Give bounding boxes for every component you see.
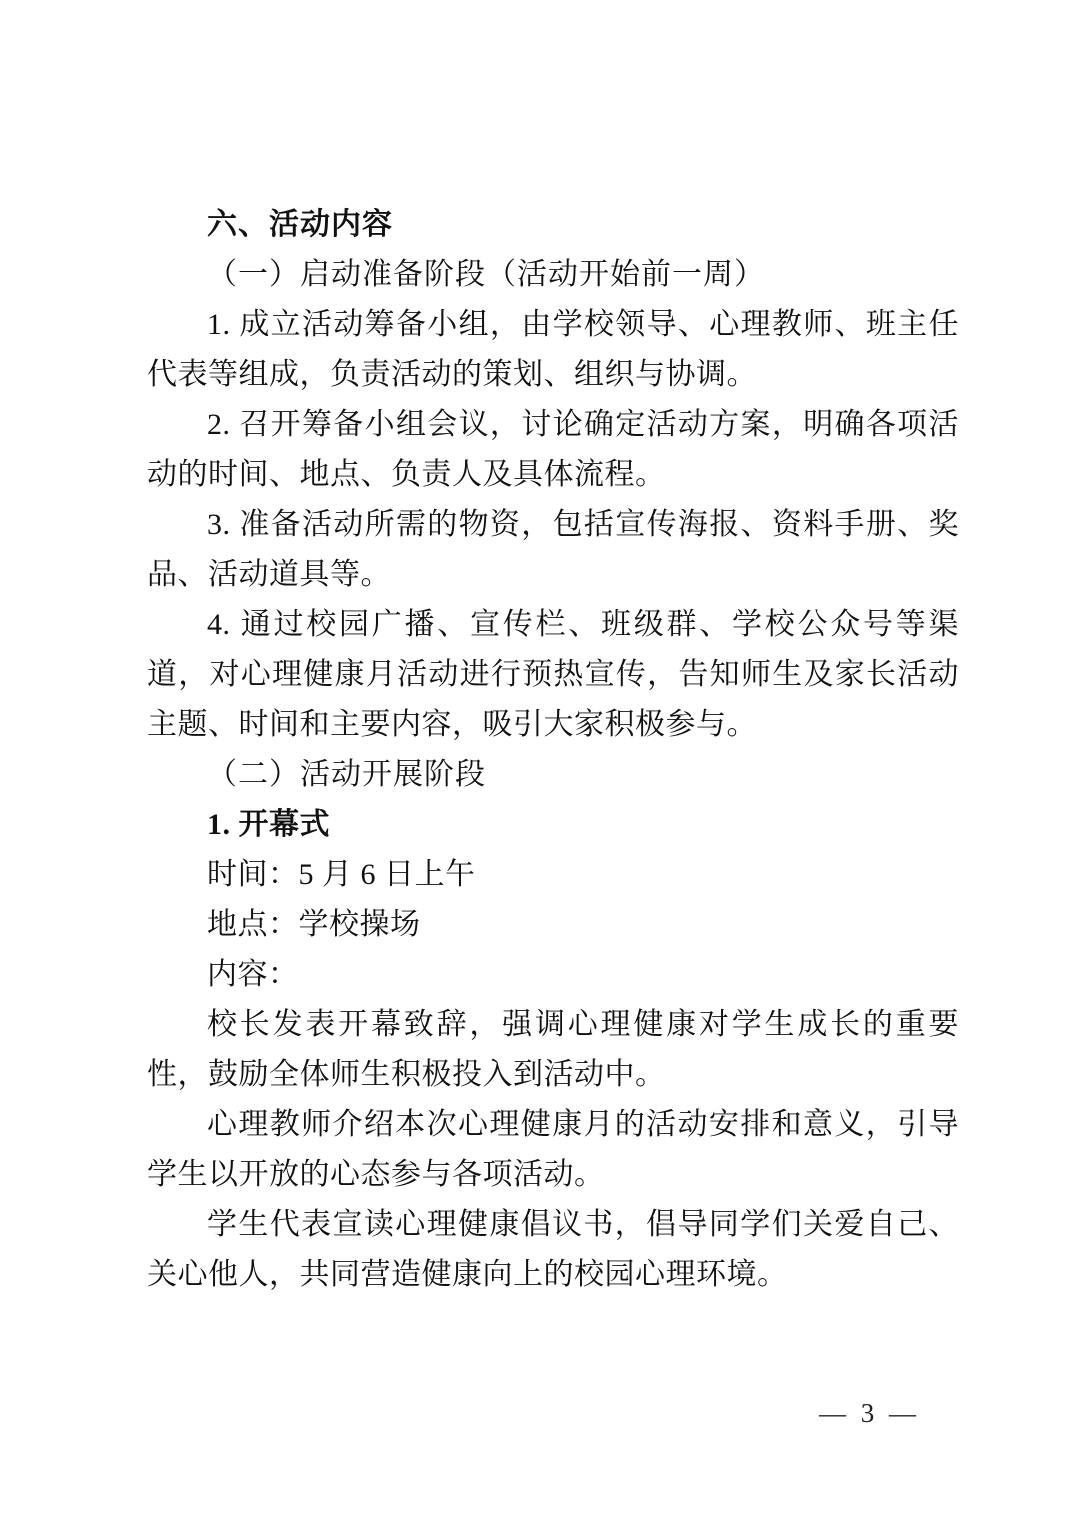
detail-line-place: 地点：学校操场 xyxy=(207,908,421,941)
paragraph-item-3: 3. 准备活动所需的物资，包括宣传海报、资料手册、奖品、活动道具等。 xyxy=(147,508,959,591)
paragraph-teacher-introduction: 心理教师介绍本次心理健康月的活动安排和意义，引导学生以开放的心态参与各项活动。 xyxy=(147,1108,959,1191)
paragraph-item-4: 4. 通过校园广播、宣传栏、班级群、学校公众号等渠道，对心理健康月活动进行预热宣传，告知师生及家长活动主题、时间和主要内容，吸引大家积极参与。 xyxy=(147,608,959,741)
paragraph-item-2: 2. 召开筹备小组会议，讨论确定活动方案，明确各项活动的时间、地点、负责人及具体流程。 xyxy=(147,408,959,491)
section-heading-activity-content: 六、活动内容 xyxy=(207,208,393,241)
paragraph-principal-speech: 校长发表开幕致辞，强调心理健康对学生成长的重要性，鼓励全体师生积极投入到活动中。 xyxy=(147,1008,959,1091)
detail-line-content: 内容： xyxy=(207,958,299,991)
paragraph-item-1: 1. 成立活动筹备小组，由学校领导、心理教师、班主任代表等组成，负责活动的策划、组织与协调。 xyxy=(147,308,959,391)
subsection-heading-implementation: （二）活动开展阶段 xyxy=(207,758,486,791)
detail-line-time: 时间：5 月 6 日上午 xyxy=(207,858,476,891)
item-heading-opening-ceremony: 1. 开幕式 xyxy=(207,808,330,841)
page-number: — 3 — xyxy=(819,1398,920,1428)
document-body xyxy=(147,200,959,1300)
paragraph-student-proposal: 学生代表宣读心理健康倡议书，倡导同学们关爱自己、关心他人，共同营造健康向上的校园心理环境。 xyxy=(147,1208,959,1291)
subsection-heading-preparation: （一）启动准备阶段（活动开始前一周） xyxy=(207,258,765,291)
